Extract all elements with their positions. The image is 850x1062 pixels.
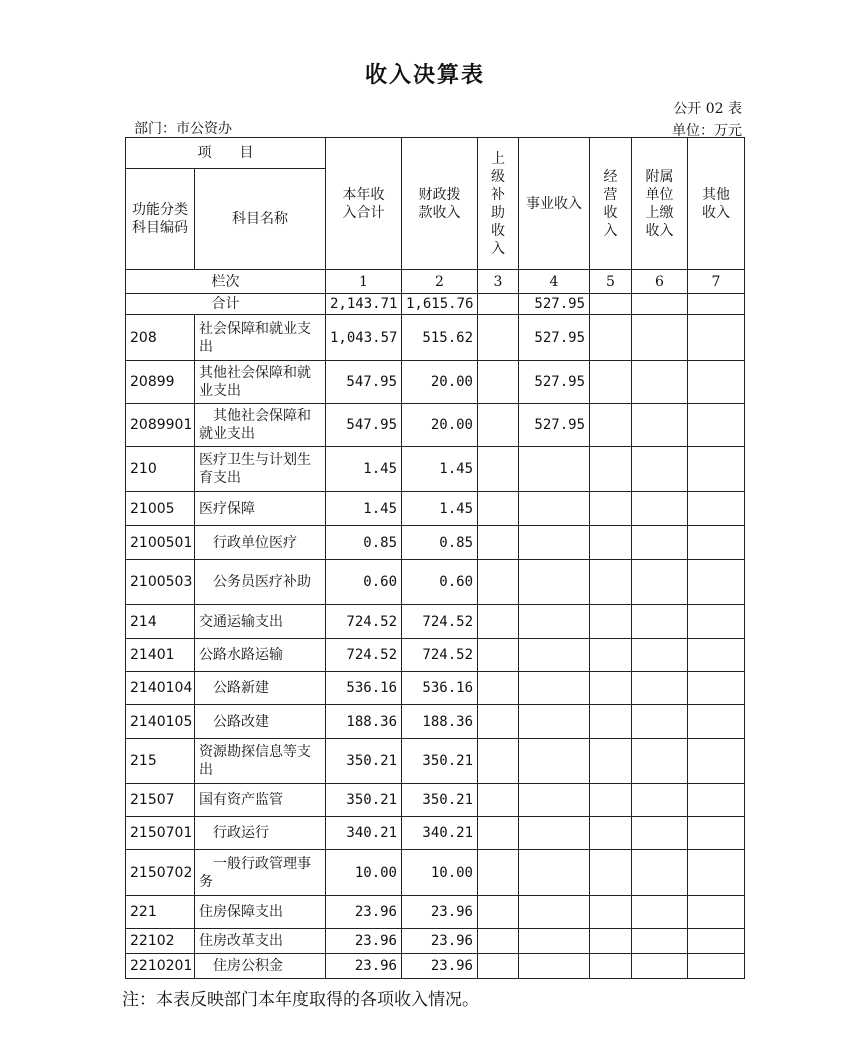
row-subject-name: 住房保障支出: [195, 896, 326, 929]
cell: 515.62: [402, 315, 478, 361]
cell: 10.00: [326, 850, 402, 896]
row-code: 210: [126, 447, 195, 492]
row-subject-name: 一般行政管理事务: [195, 850, 326, 896]
cell: 340.21: [402, 817, 478, 850]
header-business: 事业收入: [519, 138, 590, 270]
row-code: 2100503: [126, 560, 195, 605]
row-subject-name: 公路改建: [195, 705, 326, 739]
department-label: 部门：市公资办: [134, 121, 232, 137]
row-code: 2150701: [126, 817, 195, 850]
header-affiliated: 附属单位上缴收入: [632, 138, 688, 270]
cell: 724.52: [402, 639, 478, 672]
row-code: 2089901: [126, 404, 195, 447]
row-code: 2100501: [126, 526, 195, 560]
table-row: [126, 739, 745, 784]
table-row: [126, 705, 745, 739]
cell: 23.96: [402, 929, 478, 954]
cell: 23.96: [326, 954, 402, 979]
cell: [632, 447, 688, 492]
cell: 0.85: [326, 526, 402, 560]
cell: 1,043.57: [326, 315, 402, 361]
table-row: [126, 526, 745, 560]
cell: 1.45: [402, 492, 478, 526]
table-row: [126, 954, 745, 979]
cell: [632, 817, 688, 850]
cell: [478, 315, 519, 361]
row-subject-name: 行政运行: [195, 817, 326, 850]
cell: [632, 672, 688, 705]
cell: [688, 739, 745, 784]
cell: 547.95: [326, 361, 402, 404]
cell: [478, 954, 519, 979]
cell: 527.95: [519, 294, 590, 315]
row-subject-name: 其他社会保障和就业支出: [195, 404, 326, 447]
cell: 350.21: [326, 739, 402, 784]
cell: [632, 954, 688, 979]
header-operating: 经营收入: [590, 138, 632, 270]
header-column-label: 栏次: [126, 270, 326, 294]
row-code: 2140105: [126, 705, 195, 739]
row-subject-name: 医疗卫生与计划生育支出: [195, 447, 326, 492]
cell: [590, 817, 632, 850]
cell: [632, 850, 688, 896]
row-code: 221: [126, 896, 195, 929]
cell: [632, 526, 688, 560]
row-code: 2150702: [126, 850, 195, 896]
row-code: 215: [126, 739, 195, 784]
cell: [519, 705, 590, 739]
row-subject-name: 住房公积金: [195, 954, 326, 979]
cell: 724.52: [402, 605, 478, 639]
cell: [688, 526, 745, 560]
cell: [478, 817, 519, 850]
cell: [590, 896, 632, 929]
row-code: 20899: [126, 361, 195, 404]
cell: [478, 447, 519, 492]
table-row: [126, 896, 745, 929]
unit-label: 单位：万元: [672, 123, 742, 139]
cell: [590, 605, 632, 639]
cell: [519, 447, 590, 492]
col-num: 1: [326, 270, 402, 294]
cell: 23.96: [402, 896, 478, 929]
cell: [478, 404, 519, 447]
cell: [478, 739, 519, 784]
row-subject-name: 公务员医疗补助: [195, 560, 326, 605]
cell: 20.00: [402, 361, 478, 404]
header-func-code: 功能分类科目编码: [126, 169, 195, 270]
table-row: [126, 560, 745, 605]
cell: [519, 605, 590, 639]
cell: [632, 560, 688, 605]
row-code: 2140104: [126, 672, 195, 705]
cell: 188.36: [402, 705, 478, 739]
row-subject-name: 交通运输支出: [195, 605, 326, 639]
cell: [590, 526, 632, 560]
cell: 724.52: [326, 639, 402, 672]
cell: [688, 294, 745, 315]
cell: [590, 404, 632, 447]
cell: 0.85: [402, 526, 478, 560]
row-code: 21507: [126, 784, 195, 817]
cell: [688, 784, 745, 817]
row-code: 22102: [126, 929, 195, 954]
cell: [590, 294, 632, 315]
cell: [688, 361, 745, 404]
cell: [590, 492, 632, 526]
row-code: 21401: [126, 639, 195, 672]
row-subject-name: 公路水路运输: [195, 639, 326, 672]
cell: [688, 929, 745, 954]
col-num: 5: [590, 270, 632, 294]
cell: 527.95: [519, 404, 590, 447]
cell: [632, 929, 688, 954]
col-num: 3: [478, 270, 519, 294]
cell: [478, 672, 519, 705]
cell: 1.45: [326, 492, 402, 526]
cell: [688, 896, 745, 929]
cell: [519, 850, 590, 896]
form-number: 公开 02 表: [673, 101, 742, 117]
cell: [478, 639, 519, 672]
table-row: [126, 404, 745, 447]
cell: [688, 954, 745, 979]
cell: [632, 361, 688, 404]
cell: [632, 404, 688, 447]
col-num: 4: [519, 270, 590, 294]
cell: [590, 850, 632, 896]
cell: 527.95: [519, 315, 590, 361]
row-subject-name: 住房改革支出: [195, 929, 326, 954]
cell: [688, 817, 745, 850]
cell: [519, 492, 590, 526]
cell: [590, 639, 632, 672]
cell: [590, 739, 632, 784]
cell: [632, 639, 688, 672]
header-item: 项 目: [126, 138, 326, 169]
cell: 20.00: [402, 404, 478, 447]
cell: [632, 294, 688, 315]
cell: 527.95: [519, 361, 590, 404]
row-subject-name: 资源勘探信息等支出: [195, 739, 326, 784]
row-subject-name: 公路新建: [195, 672, 326, 705]
total-row: [126, 294, 745, 315]
cell: [478, 896, 519, 929]
cell: [590, 560, 632, 605]
cell: [688, 672, 745, 705]
footnote: 注：本表反映部门本年度取得的各项收入情况。: [122, 990, 479, 1010]
cell: [478, 705, 519, 739]
cell: [632, 739, 688, 784]
cell: [688, 639, 745, 672]
cell: 1.45: [402, 447, 478, 492]
table-row: [126, 817, 745, 850]
cell: [519, 817, 590, 850]
cell: 1.45: [326, 447, 402, 492]
cell: [590, 447, 632, 492]
page-title: 收入决算表: [364, 62, 485, 88]
row-code: 2210201: [126, 954, 195, 979]
table-row: [126, 605, 745, 639]
cell: 547.95: [326, 404, 402, 447]
cell: [519, 954, 590, 979]
table-row: [126, 447, 745, 492]
table-row: [126, 361, 745, 404]
table-row: [126, 929, 745, 954]
col-num: 7: [688, 270, 745, 294]
cell: [519, 526, 590, 560]
header-superior: 上级补助收入: [478, 138, 519, 270]
cell: [519, 739, 590, 784]
cell: [688, 605, 745, 639]
cell: 23.96: [326, 896, 402, 929]
table-row: [126, 639, 745, 672]
cell: [478, 784, 519, 817]
cell: [688, 315, 745, 361]
cell: [688, 447, 745, 492]
cell: [590, 954, 632, 979]
cell: [590, 672, 632, 705]
cell: 0.60: [326, 560, 402, 605]
cell: [590, 361, 632, 404]
cell: [478, 850, 519, 896]
row-code: 208: [126, 315, 195, 361]
cell: [632, 705, 688, 739]
table-row: [126, 850, 745, 896]
row-code: 21005: [126, 492, 195, 526]
table-row: [126, 672, 745, 705]
cell: [632, 896, 688, 929]
cell: [519, 639, 590, 672]
cell: 0.60: [402, 560, 478, 605]
cell: 10.00: [402, 850, 478, 896]
row-subject-name: 国有资产监管: [195, 784, 326, 817]
cell: 350.21: [326, 784, 402, 817]
cell: 23.96: [402, 954, 478, 979]
table-row: [126, 492, 745, 526]
cell: 724.52: [326, 605, 402, 639]
cell: [590, 705, 632, 739]
row-subject-name: 医疗保障: [195, 492, 326, 526]
table-row: [126, 315, 745, 361]
cell: [632, 784, 688, 817]
cell: [590, 929, 632, 954]
cell: [478, 361, 519, 404]
cell: [519, 560, 590, 605]
cell: 350.21: [402, 784, 478, 817]
row-subject-name: 行政单位医疗: [195, 526, 326, 560]
row-subject-name: 其他社会保障和就业支出: [195, 361, 326, 404]
cell: [688, 560, 745, 605]
header-total-income: 本年收入合计: [326, 138, 402, 270]
cell: [478, 605, 519, 639]
cell: [478, 526, 519, 560]
cell: [632, 315, 688, 361]
cell: 536.16: [402, 672, 478, 705]
cell: [632, 492, 688, 526]
cell: [519, 672, 590, 705]
cell: 350.21: [402, 739, 478, 784]
cell: [590, 784, 632, 817]
table-row: [126, 784, 745, 817]
row-subject-name: 社会保障和就业支出: [195, 315, 326, 361]
cell: [478, 929, 519, 954]
cell: [519, 896, 590, 929]
row-code: 214: [126, 605, 195, 639]
total-label: 合计: [126, 294, 326, 315]
cell: [632, 605, 688, 639]
cell: [688, 404, 745, 447]
col-num: 6: [632, 270, 688, 294]
cell: [688, 705, 745, 739]
cell: 536.16: [326, 672, 402, 705]
cell: 340.21: [326, 817, 402, 850]
cell: [519, 784, 590, 817]
cell: [478, 492, 519, 526]
cell: [590, 315, 632, 361]
cell: 23.96: [326, 929, 402, 954]
cell: [519, 929, 590, 954]
cell: [478, 560, 519, 605]
cell: [478, 294, 519, 315]
cell: [688, 850, 745, 896]
cell: 1,615.76: [402, 294, 478, 315]
col-num: 2: [402, 270, 478, 294]
cell: 2,143.71: [326, 294, 402, 315]
header-subject-name: 科目名称: [195, 169, 326, 270]
header-fiscal: 财政拨款收入: [402, 138, 478, 270]
cell: [688, 492, 745, 526]
header-other: 其他收入: [688, 138, 745, 270]
cell: 188.36: [326, 705, 402, 739]
income-table: [125, 137, 745, 979]
